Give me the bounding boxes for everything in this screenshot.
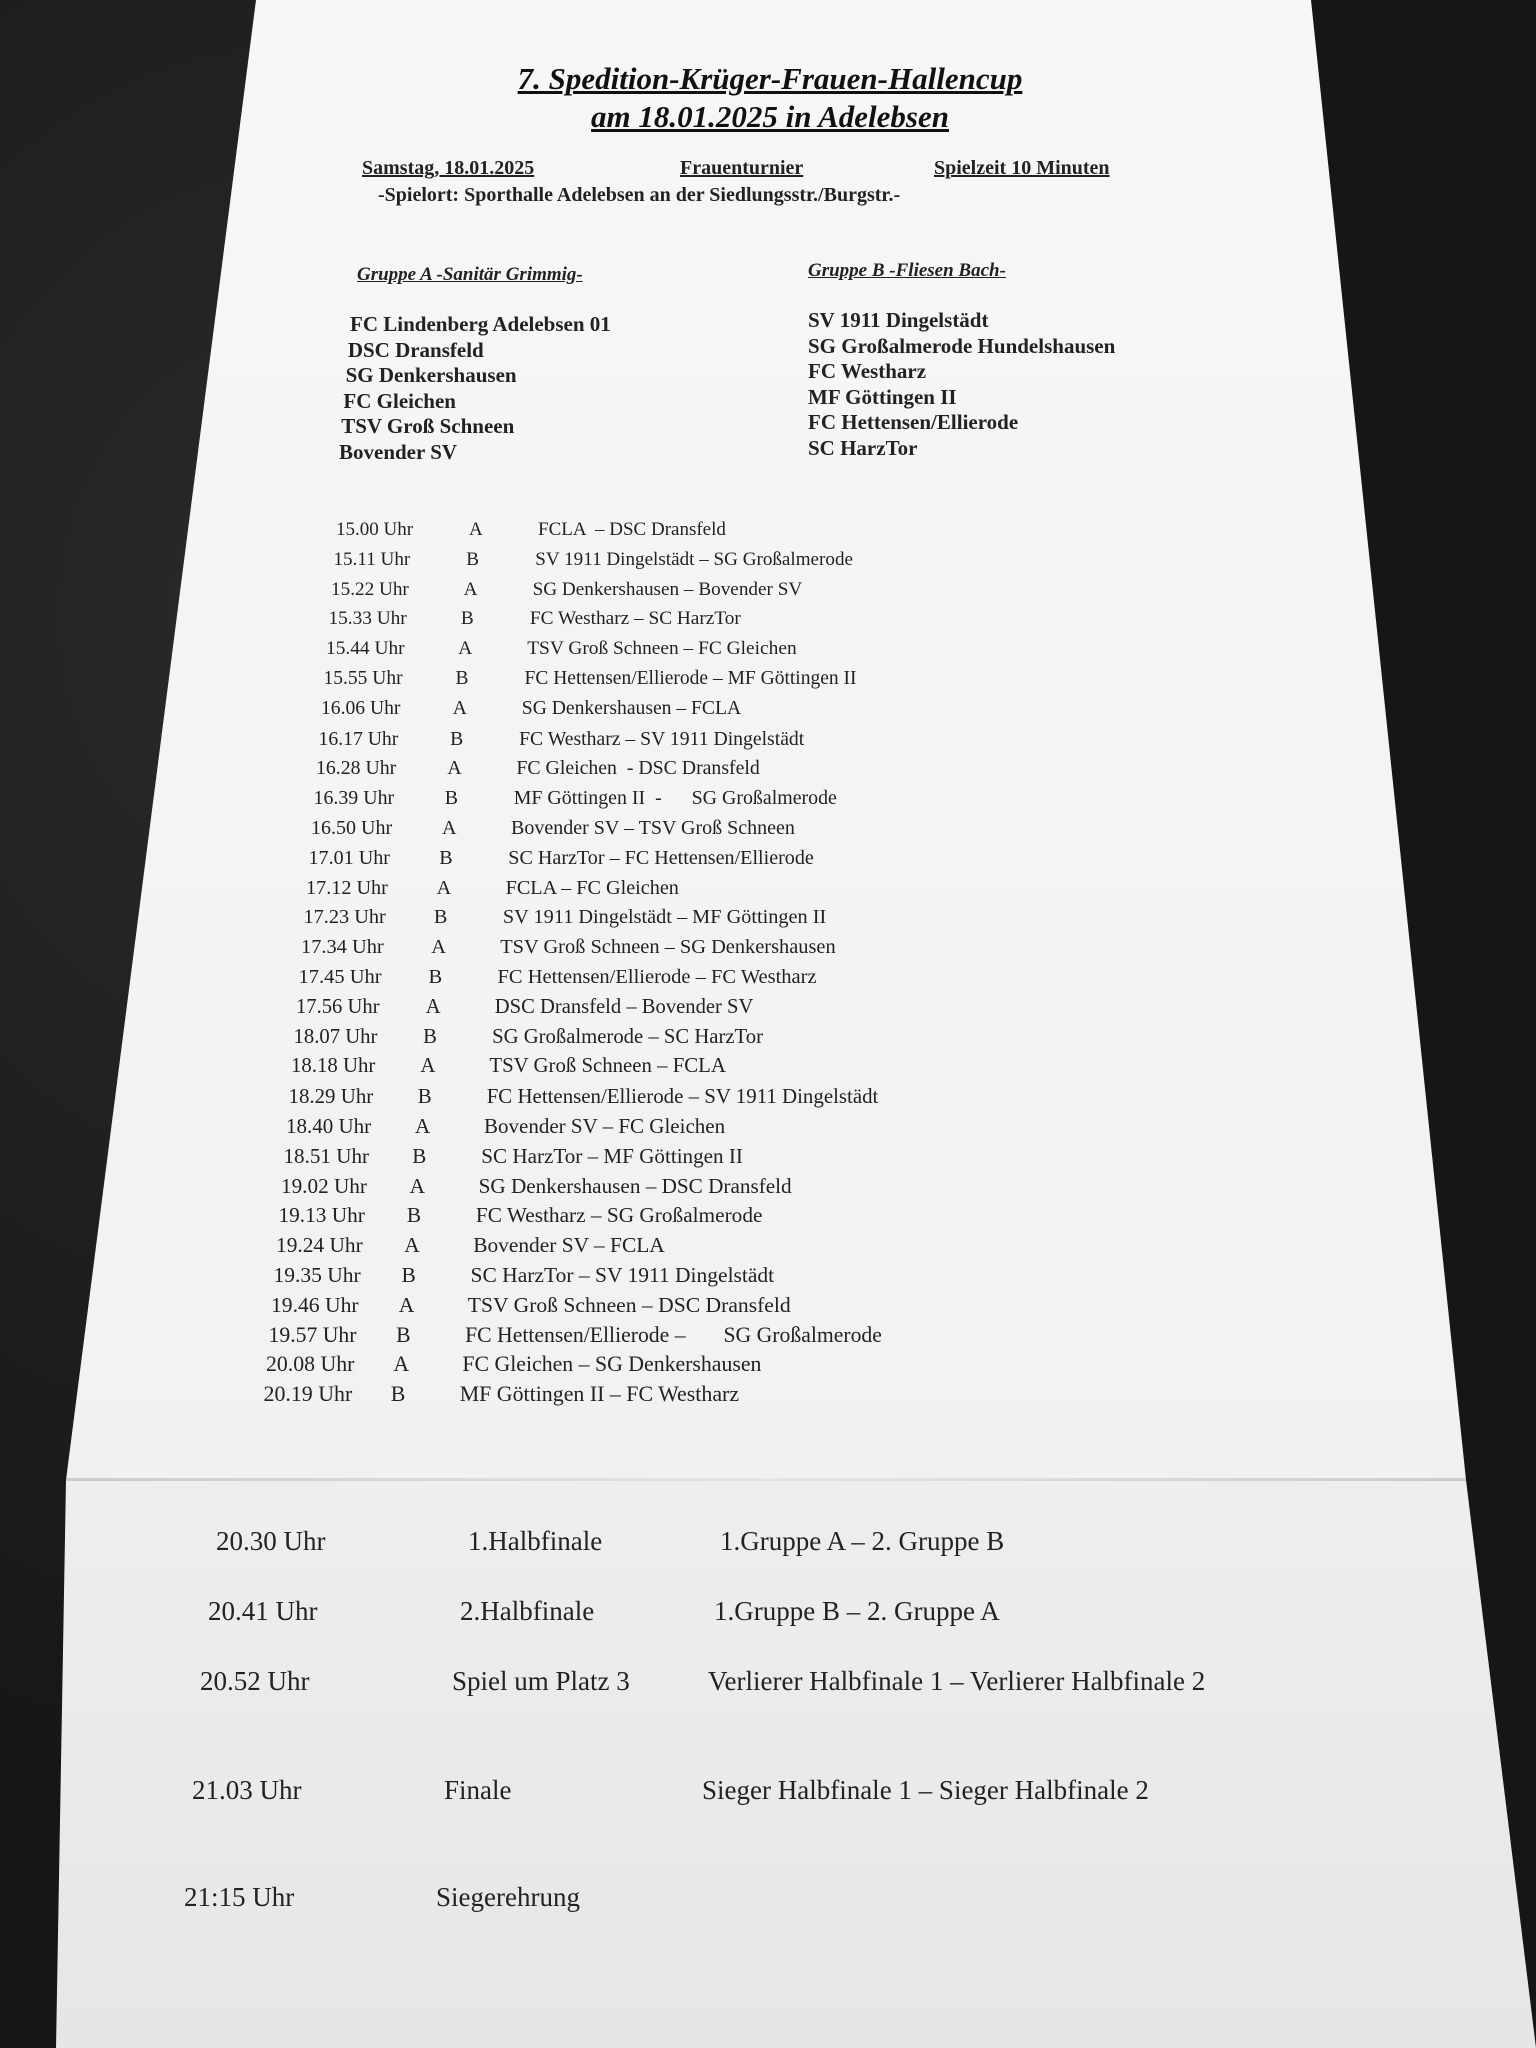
group-a-heading: Gruppe A -Sanitär Grimmig- [357,264,583,285]
match-pairing: TSV Groß Schneen – FC Gleichen [527,638,797,660]
match-pairing: FCLA – DSC Dransfeld [538,519,726,540]
match-time: 20.08 Uhr [266,1352,355,1377]
match-group: A [431,936,446,959]
final-stage: 2.Halbfinale [460,1596,595,1626]
match-pairing: SG Denkershausen – FCLA [521,697,742,719]
paper-sheet-lower [56,1480,1536,2048]
meta-type: Frauenturnier [680,157,804,179]
match-pairing: SV 1911 Dingelstädt – SG Großalmerode [535,548,853,570]
match-time: 15.22 Uhr [331,578,409,600]
match-time: 15.00 Uhr [336,519,414,540]
match-pairing: Bovender SV – FCLA [473,1233,665,1258]
match-pairing: FC Westharz – SG Großalmerode [475,1203,763,1228]
match-time: 16.28 Uhr [316,757,397,780]
final-stage: 1.Halbfinale [468,1526,603,1556]
match-time: 15.44 Uhr [326,638,405,660]
match-group: B [423,1025,437,1048]
team-name: FC Westharz [808,359,927,384]
match-pairing: SC HarzTor – FC Hettensen/Ellierode [508,846,814,869]
team-name: TSV Groß Schneen [341,414,515,439]
match-pairing: FC Hettensen/Ellierode – SV 1911 Dingelstädt [486,1084,879,1109]
team-name: FC Lindenberg Adelebsen 01 [350,312,611,336]
match-group: A [458,638,473,660]
team-name: Bovender SV [339,439,458,464]
team-name: SC HarzTor [808,435,918,460]
team-name: DSC Dransfeld [347,337,484,362]
match-time: 15.55 Uhr [323,668,403,689]
match-pairing: SG Denkershausen – DSC Dransfeld [478,1173,792,1198]
match-pairing: TSV Groß Schneen – DSC Dransfeld [467,1292,791,1317]
match-pairing: FCLA – FC Gleichen [505,876,679,899]
match-time: 17.12 Uhr [306,876,388,899]
match-pairing: FC Gleichen – SG Denkershausen [462,1352,762,1377]
team-name: FC Hettensen/Ellierode [808,410,1019,435]
match-time: 15.11 Uhr [333,548,411,570]
document-title [360,60,1180,136]
venue-line: -Spielort: Sporthalle Adelebsen an der Siedlungsstr./Burgstr.- [378,184,901,206]
match-group: B [439,846,453,869]
match-pairing: TSV Groß Schneen – SG Denkershausen [500,936,836,959]
match-time: 16.17 Uhr [318,727,399,750]
match-group: A [415,1114,431,1138]
match-group: B [466,548,480,570]
match-group: A [452,697,467,719]
group-a-team-list [339,312,611,466]
match-pairing: FC Hettensen/Ellierode – SG Großalmerode [465,1322,882,1347]
match-time: 19.35 Uhr [273,1263,361,1287]
match-group: A [404,1233,420,1258]
final-pairing: 1.Gruppe B – 2. Gruppe A [714,1596,1000,1626]
team-name: SG Großalmerode Hundelshausen [808,333,1116,358]
match-group: A [409,1173,425,1198]
match-time: 17.56 Uhr [296,995,380,1018]
match-time: 19.13 Uhr [278,1203,365,1228]
match-group: B [433,906,448,929]
match-time: 19.57 Uhr [268,1322,357,1347]
match-group: A [442,817,457,839]
group-b-heading: Gruppe B -Fliesen Bach- [808,260,1006,281]
match-pairing: FC Westharz – SC HarzTor [529,608,741,630]
match-pairing: MF Göttingen II - SG Großalmerode [513,787,837,810]
match-time: 16.06 Uhr [321,697,401,719]
match-group: A [393,1352,410,1377]
team-name: FC Gleichen [343,388,456,413]
match-group: A [469,519,483,540]
final-time: 21:15 Uhr [184,1882,295,1912]
match-pairing: FC Hettensen/Ellierode – FC Westharz [497,966,817,988]
match-time: 19.02 Uhr [281,1173,367,1198]
match-pairing: SV 1911 Dingelstädt – MF Göttingen II [502,906,827,929]
match-time: 19.46 Uhr [271,1292,359,1317]
title-line-2: am 18.01.2025 in Adelebsen [591,99,949,134]
match-time: 18.40 Uhr [286,1114,372,1138]
match-group: A [436,876,452,899]
match-time: 17.45 Uhr [298,966,382,988]
title-line-1: 7. Spedition-Krüger-Frauen-Hallencup [517,61,1023,96]
match-time: 16.50 Uhr [311,817,393,839]
match-time: 18.29 Uhr [288,1084,374,1109]
match-group: A [420,1054,436,1078]
match-group: A [447,757,462,780]
team-name: SG Denkershausen [345,363,517,388]
match-pairing: Bovender SV – TSV Groß Schneen [511,817,795,839]
match-pairing: DSC Dransfeld – Bovender SV [494,995,754,1018]
team-name: MF Göttingen II [808,384,957,409]
final-stage: Spiel um Platz 3 [452,1666,630,1696]
match-pairing: FC Westharz – SV 1911 Dingelstädt [519,727,805,750]
match-group: B [450,727,464,750]
match-pairing: SG Großalmerode – SC HarzTor [492,1025,763,1048]
match-pairing: FC Gleichen - DSC Dransfeld [516,757,760,780]
match-group: B [412,1143,427,1168]
paper-fold [66,1478,1476,1481]
match-time: 20.19 Uhr [263,1381,353,1407]
final-time: 20.41 Uhr [208,1596,318,1626]
match-time: 17.34 Uhr [301,936,384,959]
match-group: B [455,668,469,689]
match-group: B [428,966,443,988]
final-time: 20.52 Uhr [200,1666,310,1696]
match-group: B [396,1322,411,1347]
match-time: 17.23 Uhr [303,906,386,929]
match-group: B [401,1263,416,1287]
match-time: 18.18 Uhr [291,1054,376,1078]
match-time: 15.33 Uhr [328,608,407,630]
match-group: B [460,608,474,630]
match-pairing: Bovender SV – FC Gleichen [484,1114,726,1138]
match-time: 18.51 Uhr [283,1143,370,1168]
final-time: 20.30 Uhr [216,1526,326,1556]
match-group: A [425,995,441,1018]
match-pairing: FC Hettensen/Ellierode – MF Göttingen II [524,668,857,689]
match-group: B [390,1381,406,1407]
match-pairing: SC HarzTor – SV 1911 Dingelstädt [470,1263,775,1287]
match-time: 18.07 Uhr [293,1025,378,1048]
final-time: 21.03 Uhr [192,1775,302,1805]
match-pairing: SC HarzTor – MF Göttingen II [481,1143,743,1168]
meta-duration: Spielzeit 10 Minuten [934,157,1110,179]
match-time: 17.01 Uhr [308,846,390,869]
match-group: B [406,1203,422,1228]
team-name: SV 1911 Dingelstädt [808,308,989,332]
match-time: 19.24 Uhr [276,1233,363,1258]
final-stage: Siegerehrung [436,1882,580,1912]
match-group: A [398,1292,415,1317]
match-pairing: TSV Groß Schneen – FCLA [489,1054,726,1078]
meta-date: Samstag, 18.01.2025 [362,157,535,179]
match-group: B [444,787,458,810]
match-pairing: SG Denkershausen – Bovender SV [532,578,803,600]
final-pairing: Verlierer Halbfinale 1 – Verlierer Halbfinale 2 [708,1666,1206,1696]
match-time: 16.39 Uhr [313,787,395,810]
match-pairing: MF Göttingen II – FC Westharz [459,1381,740,1407]
group-b-team-list [808,308,1115,462]
final-pairing: Sieger Halbfinale 1 – Sieger Halbfinale 2 [702,1775,1149,1805]
final-stage: Finale [444,1775,512,1805]
match-group: B [417,1084,432,1109]
match-group: A [463,578,478,600]
final-pairing: 1.Gruppe A – 2. Gruppe B [720,1526,1005,1556]
